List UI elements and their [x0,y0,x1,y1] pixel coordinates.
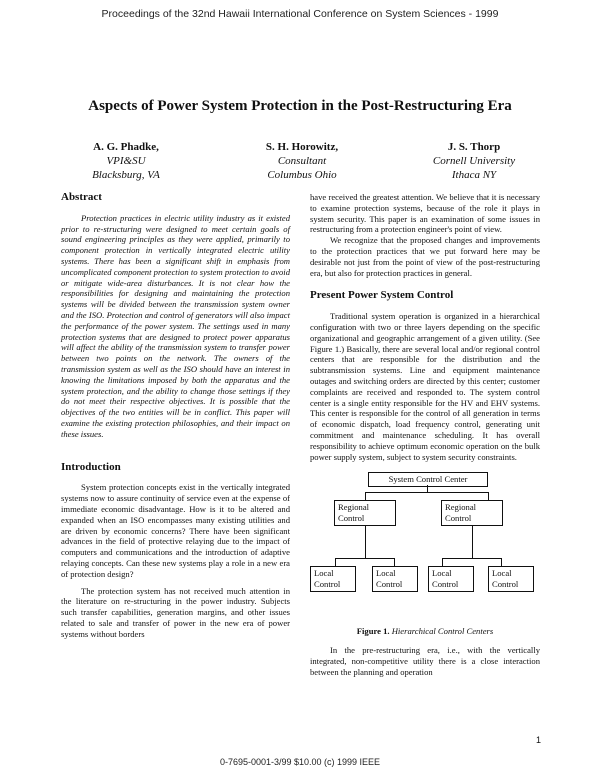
proceedings-header: Proceedings of the 32nd Hawaii International Conference on System Sciences - 1999 [101,8,499,20]
connector-line [442,558,443,566]
author-affiliation: VPI&SU [106,155,146,167]
hierarchy-diagram [310,472,540,622]
connector-line [335,558,336,566]
figure-caption [310,626,540,637]
body-paragraph: In the pre-restructuring era, i.e., with the vertically integrated, non-competitive utility there is a close interaction between the planning and operation [310,645,540,677]
introduction-paragraph: System protection concepts exist in the vertically integrated systems now to assure continuity of service even at the expense of immediate economic disadvantage. How is it to be altered and expanded when an ISO encompasses many existing utilities and are driven by economic concerns? There have been significant advances in the field of protective relaying due to the impact of computers and communications and the introduction of adaptive relaying concepts. Can these new systems play a role in a new era of protection design? [61,482,290,579]
present-control-heading: Present Power System Control [310,289,454,302]
author-name: J. S. Thorp [447,141,501,153]
introduction-paragraph: The protection system has not received much attention in the literature on re-structuring in the power industry. Subjects such transfer capabilities, generation margins, and other issues related to sale and transfer of power in the new era of power systems without borders [61,585,290,639]
connector-line [365,492,366,500]
connector-line [488,492,489,500]
introduction-heading: Introduction [61,460,121,473]
local-control-box: Local Control [310,566,356,592]
author-affiliation: Consultant [277,155,327,167]
continued-paragraph: have received the greatest attention. We believe that it is necessary to examine protection systems, because of the role it plays in system security. This paper is an examination of some issues in restructuring from a protection engineer's point of view. [310,192,540,235]
left-column [61,192,290,639]
local-control-box: Local Control [372,566,418,592]
local-control-box: Local Control [428,566,474,592]
connector-line [472,525,473,558]
paper-title: Aspects of Power System Protection in the Post-Restructuring Era [88,98,512,114]
author-block [36,140,216,182]
connector-line [335,558,395,559]
copyright-footer: 0-7695-0001-3/99 $10.00 (c) 1999 IEEE [219,757,381,767]
body-paragraph: We recognize that the proposed changes and improvements to the protection practices that we put forward here may be desirable not just from the point of view of the post-restructuring era, but also for protection practices in general. [310,235,540,278]
system-control-center-box: System Control Center [368,472,488,487]
regional-control-box: Regional Control [441,500,503,526]
connector-line [365,525,366,558]
author-affiliation: Cornell University [432,155,516,167]
figure-label: Figure 1. [356,626,390,637]
regional-control-box: Regional Control [334,500,396,526]
connector-line [394,558,395,566]
connector-line [442,558,502,559]
abstract-text: Protection practices in electric utility industry as it existed prior to re-structuring were designed to meet certain goals of sound engineering principles as they were applied, primarily to component protection in vertically integrated electric utility systems. There has been a significant shift in emphasis from uncomplicated component protection to system protection to avoid or mitigate wide-area disturbances. It is not clear how the responsibilities for designing and maintaining the protection systems will be divided between the transmission system owner and the ISO. Protection and control of generators will also impact the performance of the power system. The settings used in many protection systems that are designed to protect power apparatus will affect the ability of the transmission system to transfer power between two points on the network. The owners of the transmission system as well as the ISO should have an interest in knowing the limitations imposed by both the apparatus and the system protection, and the ability to change those settings if they do not meet their respective objectives. It is possible that the objectives of the two entities will be in conflict. This paper will examine the existing protection philosophies, and their impact on these issues. [61,212,290,439]
body-paragraph: Traditional system operation is organized in a hierarchical configuration with two or three layers depending on the specific organizational and geographic arrangement of a given utility. (See Figure 1.) Basically, there are several local and/or regional control centers that are responsible for the distribution and the subtransmission systems. Line and equipment maintenance outages and switching orders are directed by this center; customer complaints are received and responded to. The system control center is a single entity responsible for the HV and EHV systems. This center is responsible for the control of all generation in terms of economic dispatch, load frequency control, generating unit commitment and maintenance scheduling. It has overall responsibility to achieve optimum economic operation on the bulk power supply system, subject to system security constraints. [310,311,540,462]
author-location: Columbus Ohio [267,169,337,181]
author-block [384,140,564,182]
author-location: Ithaca NY [451,169,497,181]
abstract-heading: Abstract [61,191,102,203]
local-control-box: Local Control [488,566,534,592]
connector-line [501,558,502,566]
page-number: 1 [536,735,542,745]
figure-caption-text: Hierarchical Control Centers [391,626,494,637]
author-location: Blacksburg, VA [92,169,160,181]
author-name: S. H. Horowitz, [265,141,339,153]
connector-line [365,492,489,493]
connector-line [427,485,428,492]
right-column [310,192,540,678]
author-name: A. G. Phadke, [93,141,159,153]
author-block [212,140,392,182]
